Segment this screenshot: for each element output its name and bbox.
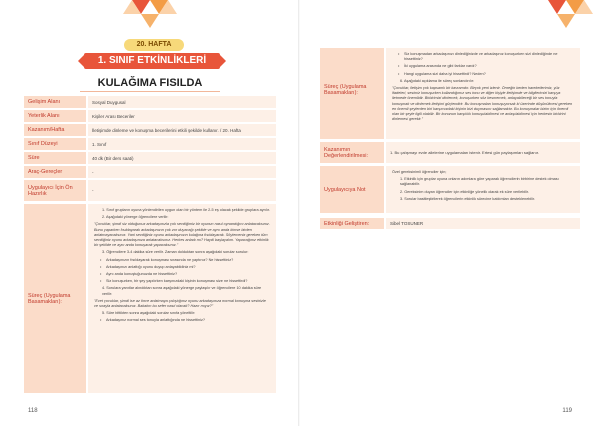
assessment-row <box>320 142 580 164</box>
instruction-quote-1: "Çocuklar, şimdi siz olduğunuz arkadaşınızla çok sevdiğimiz bir oyunun nasıl oynandığını anlatacaksınız. Bunu yaparken fısıldayarak arkadaşınızın çok zor duyacağı şekilde ve aynı anda kimse birden anlatmayacaksınız. Yani sevdiğiniz oyunu arkadaşınızın kulağına fısıldayarak. Söylemeniz gereken tüm sevdiğiniz oyunu arkadaşınıza anlatacaksınız. Herkes anladı mı? Haydi başlayalım. Yapacağınız etkinlik bir şekilde ve aynı anda konuşarak yapacaksınız." <box>94 222 270 248</box>
step-2: 2. Aşağıdaki yönerge öğrencilere verilir: <box>102 215 169 220</box>
activity-title: KULAĞIMA FISILDA <box>97 77 203 89</box>
step-6: 6. Aşağıdaki açıklama ile süreç sonlandırılır: <box>400 78 475 83</box>
section-title: 1. SINIF ETKİNLİKLERİ <box>84 53 220 69</box>
question-bullet: • Arkadaşınızı anlattığı oyunu duyup anlayabildiniz mi? <box>94 265 270 270</box>
info-label: Uygulayıcı İçin Ön Hazırlık <box>24 180 86 202</box>
note-row <box>320 166 580 214</box>
info-label: Süre <box>24 152 86 165</box>
info-value: Sosyal Duygusal <box>86 96 276 109</box>
developer-row <box>320 218 580 230</box>
info-row-gelisim <box>24 96 276 109</box>
right-page <box>300 0 600 426</box>
info-row-arac <box>24 166 276 179</box>
info-value: 40 dk (Bir ders saati) <box>86 152 276 165</box>
step-3: 3. Öğrencilere 3-4 dakika süre verilir. Zaman dolduktan sonra aşağıdaki sorular sorulur: <box>102 250 249 255</box>
page-number-left: 118 <box>28 408 38 414</box>
step-5: 5. Süre bittikten sonra aşağıdaki sorular sınıfa yöneltilir: <box>102 311 196 316</box>
page-number-right: 119 <box>562 408 572 414</box>
step-4: 4. Sorulara yanıtlar alındıktan sonra aşağıdaki yönerge paylaşılır ve öğrencilere 10 dakika süre verilir: <box>102 286 262 296</box>
note-intro: Özel gereksinimli öğrenciler için; <box>392 170 447 174</box>
instruction-quote-2: "Evet çocuklar, şimdi ise az önce anlatmaya çalıştığınız oyunu arkadaşınıza normal konuşma sesinizle ve sırayla anlatacaksınız. Bakalım bu sefer nasıl olacak? Hazır mıyız?" <box>94 298 266 309</box>
process-block-left <box>24 204 276 394</box>
process-label: Süreç (Uygulama Basamakları): <box>24 204 86 394</box>
process-body <box>384 48 580 140</box>
info-label: Gelişim Alanı <box>24 96 86 109</box>
assessment-label: Kazanımın Değerlendirilmesi: <box>320 142 384 164</box>
question-bullet: • Siz konuşmadan arkadaşınızı dinlediğinizde ve arkadaşınız konuşurken sizi dinlediğinde ne hissettiniz? <box>392 52 574 62</box>
decorative-triangles <box>300 0 600 34</box>
info-label: Yeterlik Alanı <box>24 110 86 123</box>
note-item: 2. Gereksinim duyan öğrenciler için etkinliğe yönelik olarak ek süre verilebilir. <box>400 189 529 194</box>
question-bullet: • Aynı anda konuştuğunuzda ne hissettiniz? <box>94 272 270 277</box>
note-label: Uygulayıcıya Not <box>320 166 384 214</box>
info-value: Kişiler Arası Beceriler <box>86 110 276 123</box>
info-label: Sınıf Düzeyi <box>24 138 86 151</box>
note-item: 3. Sorular basitleştirilerek öğrencilerin etkinlik sürecine katılımları desteklenebilir. <box>400 196 536 201</box>
question-bullet: • İki uygulama arasında ne gibi farklar vardı? <box>392 64 574 69</box>
week-badge: 20. HAFTA <box>124 39 184 51</box>
info-label: Kazanım/Hafta <box>24 124 86 137</box>
question-bullet: • Hangi uygulama sizi daha iyi hissettirdi? Neden? <box>392 72 574 77</box>
question-bullet: • Arkadaşınızın fısıldayarak konuşması sırasında ne yaptınız? Ne hissettiniz? <box>94 258 270 263</box>
step-1: 1. Sınıf grupların oyuna yönlendirilen uygun olan bir yöntem ile 2-5 eş olacak şekilde gruplara ayrılır. <box>102 208 271 212</box>
info-value: - <box>86 166 276 179</box>
process-block-right <box>320 48 580 140</box>
assessment-value: 1. Bu çalışmayı evde ailelerine uygulamaları istenir. Ertesi gün paylaşımları sağlanır. <box>384 142 580 164</box>
info-value: - <box>86 180 276 202</box>
decorative-triangles <box>0 0 300 34</box>
info-row-yeterlik <box>24 110 276 123</box>
title-underline <box>80 91 220 92</box>
question-bullet: • Siz konuşurken, bir şey yapılırken karşınızdaki kişinin konuşması size ne hissettirdi? <box>94 279 270 284</box>
developer-label: Etkinliği Geliştiren: <box>320 218 384 230</box>
info-value: İletişimde dinleme ve konuşma becerilerini etkili şekilde kullanır. / 20. Hafta <box>86 124 276 137</box>
info-row-hazirlik <box>24 180 276 202</box>
note-item: 1. Etkinlik için gruplar oyuna onların adımlara göre yaparak öğrencilerin birbirine destek olması sağlanabilir. <box>400 177 559 187</box>
developer-value: Sibel TOSUNER <box>384 218 580 230</box>
info-row-sinif <box>24 138 276 151</box>
closing-quote: "Çocuklar, iletişim çok kapsamlı bir kavramdır. Birçok yeni izlenir. Örneğin beden hareketlerimiz, yüz ifadeleri, sesimiz konuşurken kullandığımız ses tonu ve diğer kişiyle iletişimde ve bilgilerimizi karşıya iletmede önemlidir. Birbirimizi dinlemek, konuşurken söz kesmemek, anlayabileceği bir ses tonuyla konuşmak ve dinlemek iletişimi güçlendirir. Bu konuşmaları konuşuyorsak ki üzerinde düşünülmesi gereken en önemli şeylerden biri karşımızdaki kişinin bizi duymasını sağlamaktır. Bu konuşmalar bizim için önemli olan bir şeyle ilgili olabilir. Bir konunun karşılıklı konuşulabilmesi ve anlaşılabilmesi için herkesin birbirini dinlemesi gerekir." <box>392 86 573 122</box>
process-body <box>86 204 276 394</box>
info-label: Araç-Gereçler <box>24 166 86 179</box>
note-body <box>384 166 580 214</box>
info-row-kazanim <box>24 124 276 137</box>
info-value: 1. Sınıf <box>86 138 276 151</box>
question-bullet: • Arkadaşınız normal ses tonuyla anlattığında ne hissettiniz? <box>94 318 270 323</box>
process-label: Süreç (Uygulama Basamakları): <box>320 48 384 140</box>
info-row-sure <box>24 152 276 165</box>
